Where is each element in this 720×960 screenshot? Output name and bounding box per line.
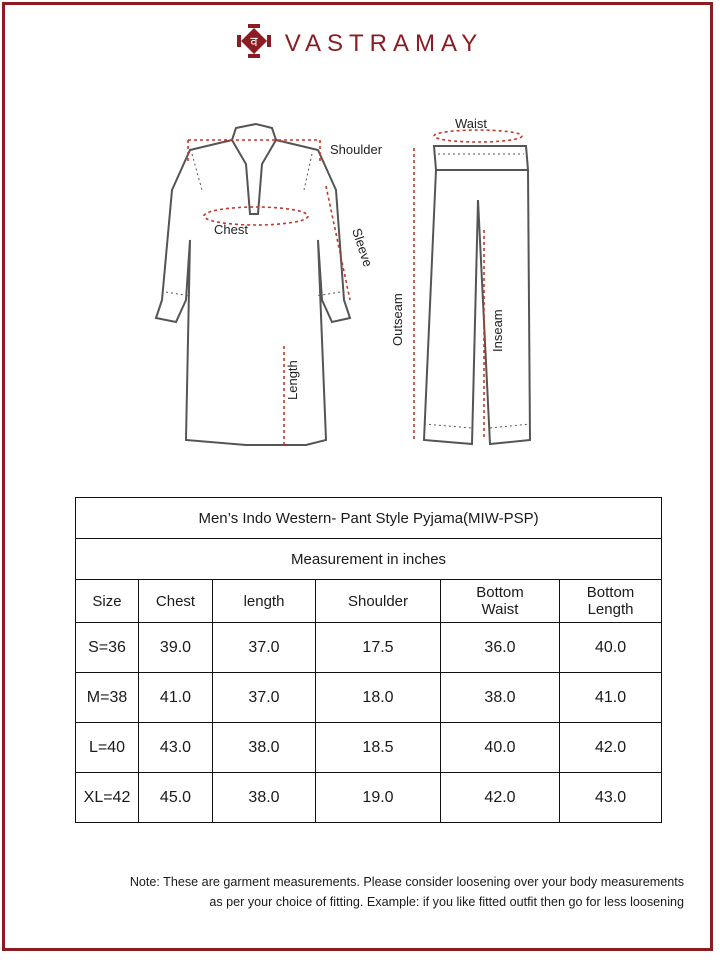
cell-shoulder: 18.5: [316, 723, 441, 773]
label-chest: Chest: [214, 222, 248, 237]
svg-text:व: व: [250, 35, 258, 50]
kurta-outline-icon: [156, 124, 350, 445]
brand-header: [0, 24, 720, 60]
cell-length: 38.0: [213, 723, 316, 773]
cell-bottom-waist: 40.0: [441, 723, 560, 773]
table-row: [76, 623, 662, 673]
brand-name: VASTRAMAY: [284, 29, 484, 57]
note-line-2: as per your choice of fitting. Example: if you like fitted outfit then go for less loosening: [209, 895, 684, 909]
table-row: [76, 673, 662, 723]
cell-shoulder: 18.0: [316, 673, 441, 723]
cell-bottom-waist: 38.0: [441, 673, 560, 723]
size-chart-table: [75, 497, 662, 823]
cell-shoulder: 17.5: [316, 623, 441, 673]
cell-length: 37.0: [213, 623, 316, 673]
header-bottom-length: Bottom Length: [560, 580, 662, 623]
cell-length: 38.0: [213, 773, 316, 823]
measurement-diagram: [0, 100, 720, 480]
pyjama-outline-icon: [424, 146, 530, 444]
table-row: [76, 723, 662, 773]
table-title: Men’s Indo Western- Pant Style Pyjama(MIW-PSP): [76, 498, 662, 539]
footnote: [40, 872, 684, 912]
header-bottom-waist: Bottom Waist: [441, 580, 560, 623]
header-chest: Chest: [139, 580, 213, 623]
table-header-row: [76, 580, 662, 623]
cell-size: XL=42: [76, 773, 139, 823]
diamond-logo-icon: [237, 24, 271, 63]
table-row: [76, 773, 662, 823]
header-size: Size: [76, 580, 139, 623]
cell-bottom-waist: 36.0: [441, 623, 560, 673]
label-shoulder: Shoulder: [330, 142, 383, 157]
label-sleeve: Sleeve: [349, 226, 376, 269]
label-outseam: Outseam: [390, 293, 405, 346]
header-shoulder: Shoulder: [316, 580, 441, 623]
cell-chest: 41.0: [139, 673, 213, 723]
label-length: Length: [285, 360, 300, 400]
cell-bottom-length: 42.0: [560, 723, 662, 773]
cell-shoulder: 19.0: [316, 773, 441, 823]
label-waist: Waist: [455, 116, 488, 131]
cell-size: M=38: [76, 673, 139, 723]
cell-size: L=40: [76, 723, 139, 773]
cell-chest: 39.0: [139, 623, 213, 673]
table-subtitle: Measurement in inches: [76, 539, 662, 580]
cell-bottom-length: 43.0: [560, 773, 662, 823]
label-inseam: Inseam: [490, 309, 505, 352]
cell-bottom-length: 41.0: [560, 673, 662, 723]
cell-chest: 43.0: [139, 723, 213, 773]
note-line-1: Note: These are garment measurements. Please consider loosening over your body measurements: [129, 875, 684, 889]
kurta-measures: [188, 140, 350, 446]
header-length: length: [213, 580, 316, 623]
cell-bottom-length: 40.0: [560, 623, 662, 673]
cell-size: S=36: [76, 623, 139, 673]
cell-bottom-waist: 42.0: [441, 773, 560, 823]
cell-length: 37.0: [213, 673, 316, 723]
cell-chest: 45.0: [139, 773, 213, 823]
